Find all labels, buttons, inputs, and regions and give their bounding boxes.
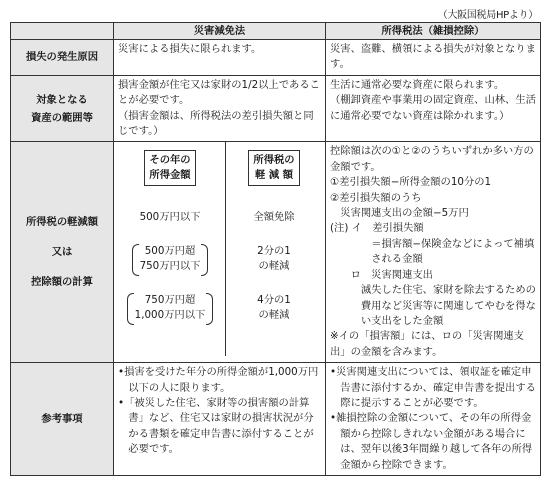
r3-income-a: 750万円超 (144, 293, 196, 306)
calc-line-7: 滅失した住宅、家財を除去するための費用など災害等に関連してやむを得ない支出をした金額 (360, 284, 536, 327)
comparison-table (10, 22, 541, 476)
hdr-relief-box (248, 150, 299, 186)
reduction-table (114, 142, 326, 363)
calc-line-1: ①差引損失額−所得金額の10分の1 (330, 176, 492, 189)
r2-income-b: 750万円以下 (139, 260, 201, 273)
scope-col1-b: （損害金額は、所得税法の差引損失額と同じです。） (118, 109, 314, 138)
scope-col2 (326, 75, 541, 142)
calc-line-6: ロ 災害関連支出 (350, 268, 433, 281)
header-row (11, 23, 541, 40)
label-scope-1: 対象となる (36, 93, 88, 106)
bullet-icon: • (118, 396, 125, 409)
scope-col2-a: 生活に通常必要な資産に限られます。 (330, 78, 505, 91)
reduction-divider (225, 142, 226, 356)
source-note: （大阪国税局HPより） (437, 10, 538, 21)
reduction-col-income (122, 150, 218, 323)
r2-income (128, 244, 213, 275)
cause-col2: 災害、盗難、横領による損失が対象となります。 (326, 40, 541, 76)
scope-col2-b: （棚卸資産や事業用の固定資産、山林、生活に通常必要でない資産は除かれます。） (330, 94, 536, 122)
label-calc-3: 控除額の計算 (31, 276, 93, 289)
row-cause (11, 40, 541, 76)
label-calc-2: 又は (51, 246, 73, 259)
bullet-icon: • (330, 366, 337, 379)
label-notes: 参考事項 (11, 363, 114, 476)
r3-income (123, 293, 218, 324)
row-scope (11, 75, 541, 142)
bullet-icon: • (330, 412, 337, 425)
notes-col2-item-0: •災害関連支出については、領収証を確定申告書に添付するか、確定申告書を提出する際に提示することが必要です。 (330, 366, 536, 409)
scope-col1-a: 損害金額が住宅又は家財の1/2以上であることが必要です。 (118, 78, 320, 107)
hdr-relief-a: 所得税の (253, 154, 295, 167)
notes-col2 (326, 363, 541, 476)
calc-col2 (326, 142, 541, 363)
scope-col1 (114, 75, 326, 142)
label-calc-1: 所得税の軽減額 (25, 216, 99, 229)
bullet-icon: • (118, 366, 125, 379)
r2-income-a: 500万円超 (144, 244, 196, 257)
calc-line-8: ※イの「損害額」には、ロの「災害関連支出」の金額を含みます。 (330, 330, 524, 358)
r3-relief-a: 4分の1 (257, 293, 291, 306)
hdr-relief-b: 軽 減 額 (254, 169, 294, 182)
header-disaster-relief-law: 災害減免法 (114, 23, 326, 40)
row-calc (11, 142, 541, 363)
r2-relief-b: の軽減 (258, 260, 290, 273)
notes-col1-item-0: •損害を受けた年分の所得金額が1,000万円以下の人に限ります。 (118, 366, 319, 394)
row-notes (11, 363, 541, 476)
r3-income-b: 1,000万円以下 (134, 309, 206, 322)
r3-relief (234, 293, 314, 324)
label-calc (11, 142, 114, 363)
calc-line-3: 災害関連支出の金額−5万円 (340, 207, 469, 220)
notes-col2-item-1: •雑損控除の金額について、その年の所得金額から控除しきれない金額がある場合には、翌年以後3年間繰り越して各年の所得金額から控除できます。 (330, 412, 533, 471)
reduction-col-relief (234, 150, 314, 323)
r3-relief-b: の軽減 (258, 309, 290, 322)
header-income-tax-law: 所得税法（雑損控除） (326, 23, 541, 40)
label-scope (11, 75, 114, 142)
r2-relief (234, 244, 314, 275)
r1-income: 500万円以下 (139, 211, 201, 224)
hdr-income-b: 所得金額 (149, 169, 191, 182)
calc-line-2: ②差引損失額のうち (330, 191, 422, 204)
calc-line-4: (注) イ 差引損失額 (330, 222, 424, 235)
cause-col1: 災害による損失に限られます。 (114, 40, 326, 76)
r2-relief-a: 2分の1 (257, 244, 291, 257)
label-scope-2: 資産の範囲等 (31, 111, 93, 124)
hdr-income-box (144, 150, 195, 186)
notes-col1-item-1: •「被災した住宅、家財等の損害額の計算書」など、住宅又は家財の損害状況が分かる書類を確定申告書に添付することが必要です。 (118, 396, 314, 456)
notes-col1 (114, 363, 326, 476)
hdr-income-a: その年の (149, 154, 191, 167)
r1-relief: 全額免除 (253, 211, 295, 224)
label-cause: 損失の発生原因 (11, 40, 114, 76)
header-blank (11, 23, 114, 40)
calc-line-0: 控除額は次の①と②のうちいずれか多い方の金額です。 (330, 145, 534, 173)
calc-line-5: ＝損害額−保険金などによって補填される金額 (371, 237, 535, 266)
